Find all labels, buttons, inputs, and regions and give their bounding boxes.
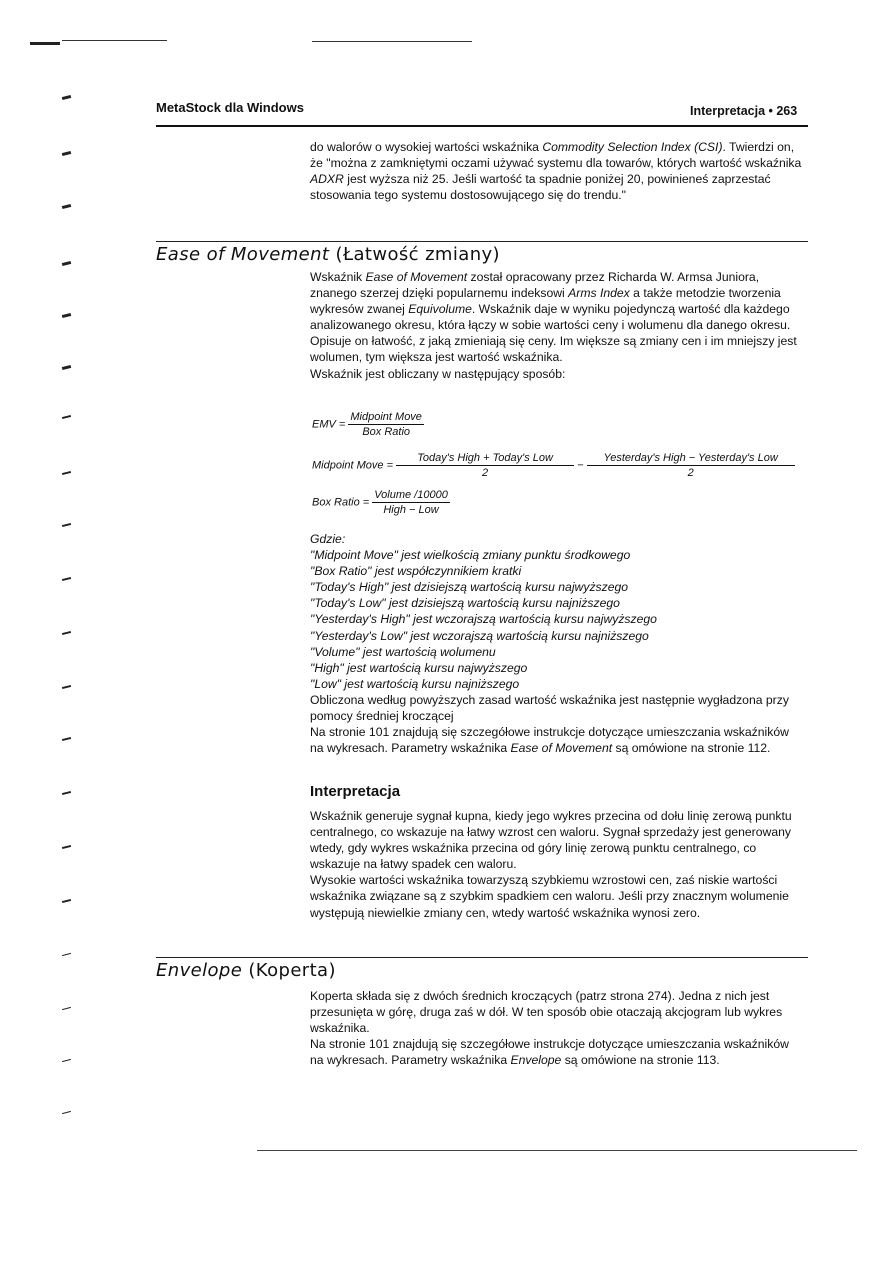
margin-tick: [62, 204, 71, 209]
margin-tick: [62, 415, 71, 419]
envelope-description: Koperta składa się z dwóch średnich kroczących (patrz strona 274). Jedna z nich jest przesunięta w górę, druga zaś w dół. W ten sposób obie otaczają akcjogram lub wykres wskaźnika. Na stronie 101 znajdują się szczegółowe instrukcje dotyczące umieszczania wskaźników na wykresach. Parametry wskaźnika Envelope są omówione na stronie 113.: [310, 989, 789, 1068]
section-title-envelope: Envelope (Koperta): [156, 960, 336, 981]
section-rule-emv: [156, 241, 808, 242]
header-rule: [156, 125, 808, 127]
margin-tick: [62, 737, 71, 741]
margin-tick: [62, 953, 71, 956]
scan-rule-right: [312, 41, 472, 42]
scan-mark: [30, 42, 60, 45]
definition-item: "Today's High" jest dzisiejszą wartością kursu najwyższego: [310, 580, 629, 595]
margin-tick: [62, 365, 71, 370]
margin-tick: [62, 313, 71, 318]
emv-description: Wskaźnik Ease of Movement został opracowany przez Richarda W. Armsa Juniora, znanego szerzej dzięki popularnemu indeksowi Arms Index a także metodzie tworzenia wykresów zwanej Equivolume. Wskaźnik daje w wyniku pojedynczą wartość dla każdego analizowanego okresu, która łączy w sobie wartości ceny i wolumenu dla danego okresu. Opisuje on łatwość, z jaką zmieniają się ceny. Im większe są zmiany cen i im mniejszy jest wolumen, tym większa jest wartość wskaźnika. Wskaźnik jest obliczany w następujący sposób:: [310, 269, 805, 382]
margin-tick: [62, 471, 71, 475]
margin-tick: [62, 1059, 71, 1062]
footer-rule: [257, 1150, 857, 1151]
subheading-interpretacja: Interpretacja: [310, 783, 401, 800]
margin-tick: [62, 791, 71, 795]
definitions-list: [310, 531, 805, 692]
margin-tick: [62, 631, 71, 635]
margin-tick: [62, 899, 71, 903]
intro-paragraph: do walorów o wysokiej wartości wskaźnika Commodity Selection Index (CSI). Twierdzi on, że "można z zamkniętymi oczami używać systemu dla towarów, których wartość wskaźnika ADXR jest wyższa niż 25. Jeśli wartość ta spadnie poniżej 20, powinieneś zaprzestać stosowania tego systemu dostosowującego się do trendu.": [310, 140, 802, 203]
margin-tick: [62, 523, 71, 527]
definition-item: "Low" jest wartością kursu najniższego: [310, 676, 520, 691]
formula-midpoint-move: Midpoint Move = $\frac{\text{Today's High + Today's Low}}{2}$ − $\frac{\text{Yesterday's High − Yesterday's Low}}{2}$: [312, 452, 795, 479]
margin-tick: [62, 261, 71, 266]
definition-item: "Volume" jest wartością wolumenu: [310, 644, 496, 659]
section-title-emv: Ease of Movement (Łatwość zmiany): [156, 244, 500, 265]
margin-tick: [62, 685, 71, 689]
definition-item: "Box Ratio" jest współczynnikiem kratki: [310, 564, 522, 579]
margin-tick: [62, 1111, 71, 1114]
definitions-heading: Gdzie:: [310, 532, 346, 546]
running-header-page: Interpretacja • 263: [690, 104, 798, 118]
running-header-title: MetaStock dla Windows: [156, 100, 304, 115]
formula-box-ratio: Box Ratio = $\frac{\text{Volume /10000}}{\text{High − Low}}$: [312, 489, 448, 516]
margin-tick: [62, 1007, 71, 1010]
emv-after-formula: Obliczona według powyższych zasad wartość wskaźnika jest następnie wygładzona przy pomocy średniej kroczącej Na stronie 101 znajdują się szczegółowe instrukcje dotyczące umieszczania wskaźników na wykresach. Parametry wskaźnika Ease of Movement są omówione na stronie 112.: [310, 693, 789, 756]
section-rule-envelope: [156, 957, 808, 958]
margin-tick: [62, 151, 71, 156]
definition-item: "High" jest wartością kursu najwyższego: [310, 660, 528, 675]
definition-item: "Yesterday's Low" jest wczorajszą wartością kursu najniższego: [310, 628, 649, 643]
margin-tick: [62, 95, 71, 100]
scan-rule-left: [62, 40, 167, 41]
definition-item: "Midpoint Move" jest wielkością zmiany punktu środkowego: [310, 548, 631, 563]
definition-item: "Today's Low" jest dzisiejszą wartością kursu najniższego: [310, 596, 620, 611]
margin-tick: [62, 845, 71, 849]
emv-formula-intro: Wskaźnik jest obliczany w następujący sposób:: [310, 366, 566, 381]
margin-tick: [62, 577, 71, 581]
definition-item: "Yesterday's High" jest wczorajszą wartością kursu najwyższego: [310, 612, 657, 627]
formula-emv: EMV = $\frac{\text{Midpoint Move}}{\text{Box Ratio}}$: [312, 411, 422, 438]
interpretation-text: Wskaźnik generuje sygnał kupna, kiedy jego wykres przecina od dołu linię zerową punktu centralnego, co wskazuje na łatwy wzrost cen waloru. Sygnał sprzedaży jest generowany wtedy, gdy wykres wskaźnika przecina od góry linię zerową punktu centralnego, co wskazuje na łatwy spadek cen waloru. Wysokie wartości wskaźnika towarzyszą szybkiemu wzrostowi cen, zaś niskie wartości wskaźnika związane są z szybkim spadkiem cen waloru. Jeśli przy znacznym wolumenie występują niewielkie zmiany cen, wtedy wartość wskaźnika wynosi zero.: [310, 809, 792, 920]
